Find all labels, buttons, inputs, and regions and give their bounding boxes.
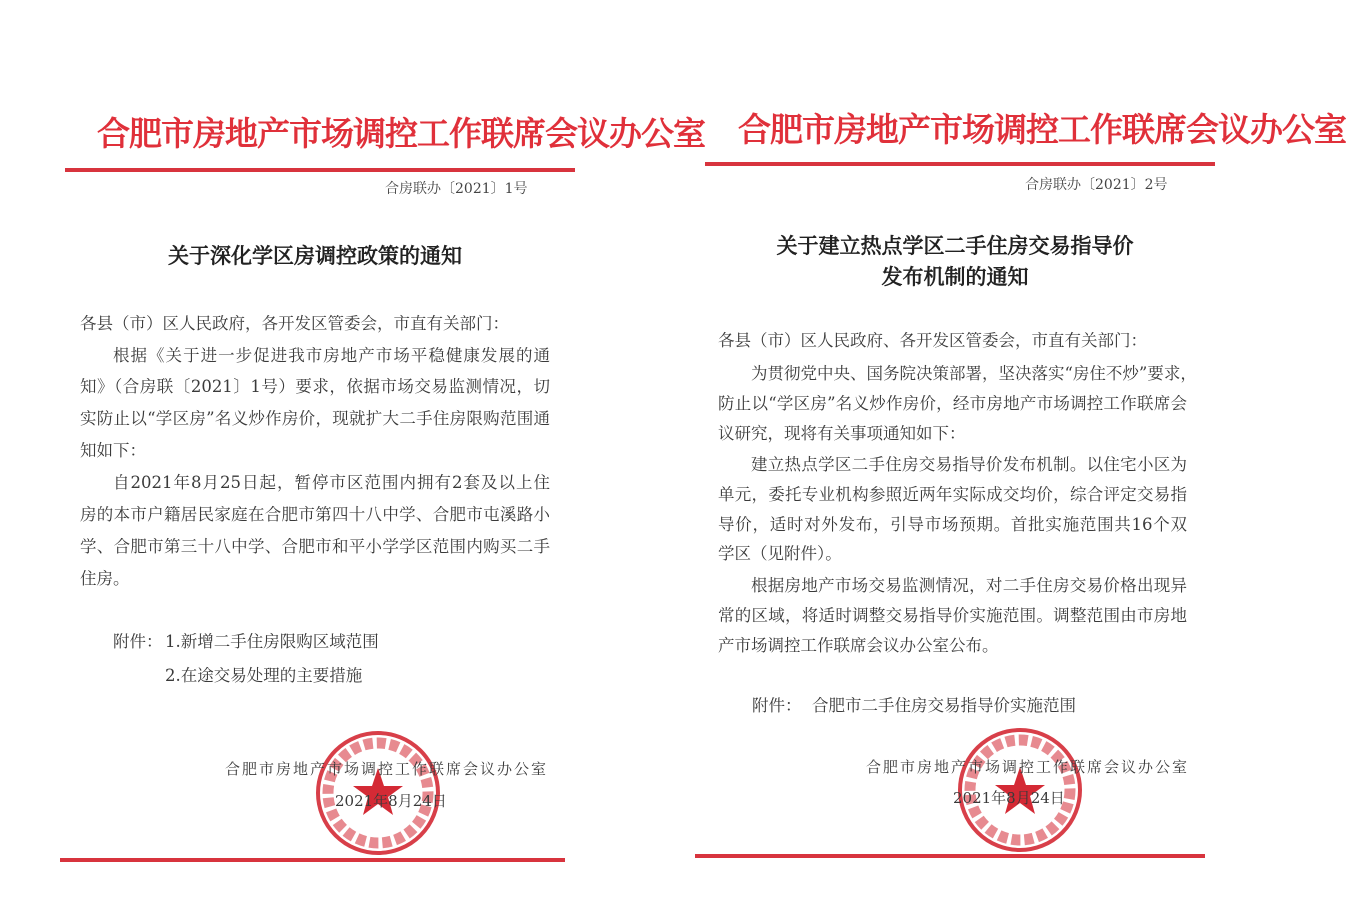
body-line: 自2021年8月25日起，暂停市区范围内拥有2套及以上住 bbox=[113, 473, 550, 492]
body-line: 知》（合房联〔2021〕1号）要求，依据市场交易监测情况，切 bbox=[80, 377, 550, 396]
salutation: 各县（市）区人民政府、各开发区管委会，市直有关部门： bbox=[718, 331, 1147, 350]
body-line: 根据《关于进一步促进我市房地产市场平稳健康发展的通 bbox=[113, 346, 550, 365]
body-line: 为贯彻党中央、国务院决策部署，坚决落实“房住不炒”要求， bbox=[751, 364, 1197, 383]
signature-org: 合肥市房地产市场调控工作联席会议办公室 bbox=[225, 760, 549, 778]
body-line: 实防止以“学区房”名义炒作房价，现就扩大二手住房限购范围通 bbox=[80, 409, 550, 428]
salutation: 各县（市）区人民政府，各开发区管委会，市直有关部门： bbox=[80, 314, 509, 333]
signature-org: 合肥市房地产市场调控工作联席会议办公室 bbox=[866, 758, 1190, 776]
letterhead: 合肥市房地产市场调控工作联席会议办公室 bbox=[738, 110, 1346, 149]
bottom-red-divider bbox=[695, 854, 1205, 858]
body-line: 房的本市户籍居民家庭在合肥市第四十八中学、合肥市屯溪路小 bbox=[80, 505, 550, 524]
signature-date: 2021年8月24日 bbox=[953, 789, 1065, 807]
attachment: 附件： 合肥市二手住房交易指导价实施范围 bbox=[752, 696, 1076, 715]
red-divider bbox=[705, 162, 1215, 166]
document-number: 合房联办〔2021〕1号 bbox=[385, 181, 528, 197]
notice-page-2 bbox=[640, 0, 1346, 906]
body-line: 知如下： bbox=[80, 441, 146, 460]
attachment-item: 1.新增二手住房限购区域范围 bbox=[165, 632, 379, 651]
body-line: 建立热点学区二手住房交易指导价发布机制。以住宅小区为 bbox=[751, 455, 1187, 474]
body-line: 常的区域，将适时调整交易指导价实施范围。调整范围由市房地 bbox=[718, 606, 1187, 625]
notice-title-line: 关于建立热点学区二手住房交易指导价 bbox=[776, 233, 1134, 258]
body-line: 产市场调控工作联席会议办公室公布。 bbox=[718, 636, 999, 655]
body-line: 导价，适时对外发布，引导市场预期。首批实施范围共16个双 bbox=[718, 515, 1187, 534]
body-line: 议研究，现将有关事项通知如下： bbox=[718, 424, 966, 443]
notice-title: 关于深化学区房调控政策的通知 bbox=[168, 243, 462, 268]
body-line: 根据房地产市场交易监测情况，对二手住房交易价格出现异 bbox=[751, 576, 1187, 595]
attachment-item: 2.在途交易处理的主要措施 bbox=[165, 666, 363, 685]
red-divider bbox=[65, 168, 575, 172]
body-line: 住房。 bbox=[80, 569, 130, 588]
notice-title-line: 发布机制的通知 bbox=[881, 264, 1029, 289]
signature-date: 2021年8月24日 bbox=[335, 792, 447, 810]
body-line: 防止以“学区房”名义炒作房价，经市房地产市场调控工作联席会 bbox=[718, 394, 1187, 413]
body-line: 学区（见附件）。 bbox=[718, 544, 842, 563]
body-line: 学、合肥市第三十八中学、合肥市和平小学学区范围内购买二手 bbox=[80, 537, 550, 556]
body-line: 单元，委托专业机构参照近两年实际成交均价，综合评定交易指 bbox=[718, 485, 1187, 504]
document-number: 合房联办〔2021〕2号 bbox=[1025, 177, 1168, 193]
attachments-label: 附件： bbox=[113, 632, 163, 651]
letterhead: 合肥市房地产市场调控工作联席会议办公室 bbox=[97, 114, 705, 153]
bottom-red-divider bbox=[60, 858, 565, 862]
